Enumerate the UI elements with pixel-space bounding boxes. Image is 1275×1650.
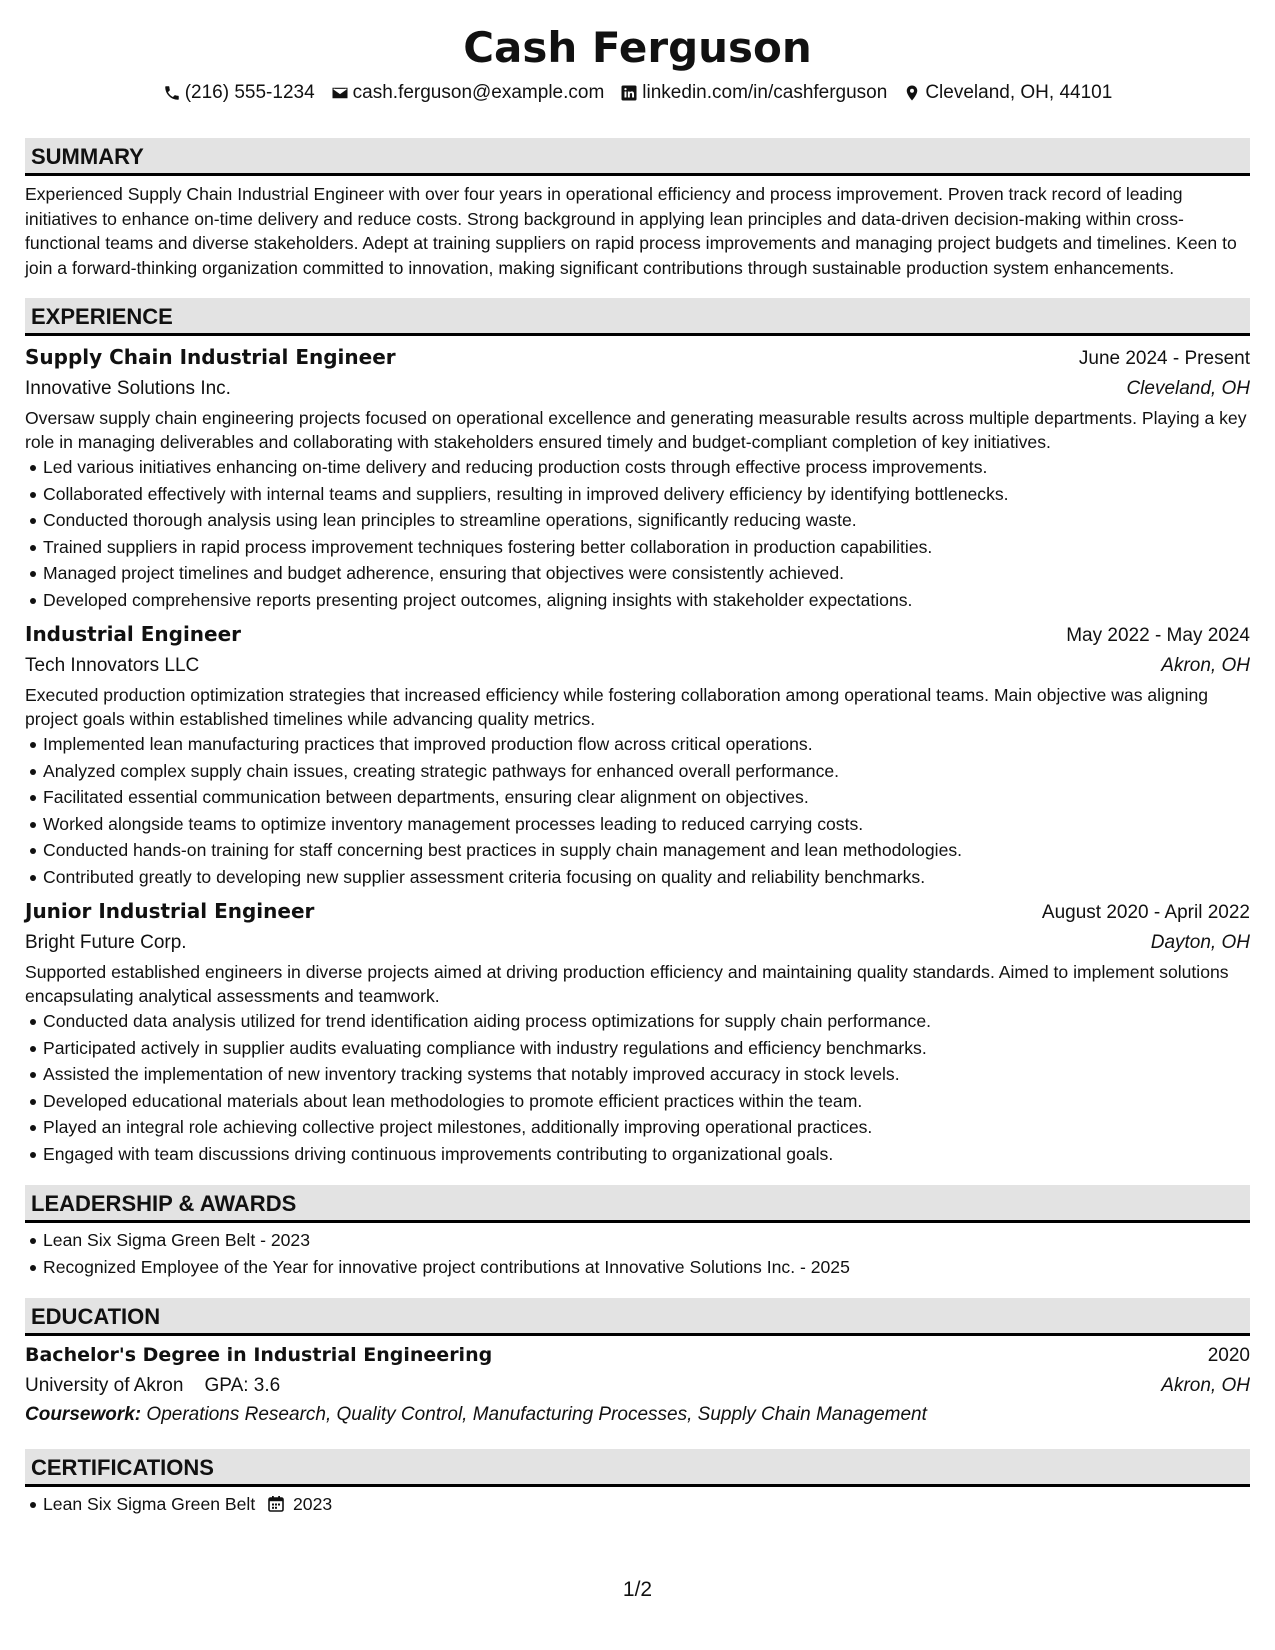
list-item: Conducted thorough analysis using lean principles to streamline operations, significantly reducing waste. bbox=[43, 507, 1250, 534]
contact-bar bbox=[25, 80, 1250, 106]
list-item: Played an integral role achieving collective project milestones, additionally improving operational practices. bbox=[43, 1114, 1250, 1141]
job-company: Bright Future Corp. bbox=[25, 932, 187, 953]
list-item: Participated actively in supplier audits evaluating compliance with industry regulations and efficiency benchmarks. bbox=[43, 1035, 1250, 1062]
education-entry bbox=[25, 1340, 1250, 1429]
job-dates: May 2022 - May 2024 bbox=[1066, 625, 1250, 646]
phone-text: (216) 555-1234 bbox=[184, 82, 315, 103]
list-item: Trained suppliers in rapid process improvement techniques fostering better collaboration in production capabilities. bbox=[43, 534, 1250, 561]
job-entry bbox=[25, 896, 1250, 1167]
list-item: Conducted data analysis utilized for trend identification aiding process optimizations for supply chain performance. bbox=[43, 1008, 1250, 1035]
job-title: Industrial Engineer bbox=[25, 622, 242, 646]
school-info bbox=[25, 1371, 280, 1401]
list-item bbox=[43, 1491, 1250, 1520]
list-item: Worked alongside teams to optimize inventory management processes leading to reduced carrying costs. bbox=[43, 811, 1250, 838]
job-entry bbox=[25, 619, 1250, 890]
school-location: Akron, OH bbox=[1161, 1375, 1250, 1396]
contact-phone bbox=[163, 80, 315, 106]
job-location: Cleveland, OH bbox=[1126, 378, 1250, 399]
list-item: Recognized Employee of the Year for innovative project contributions at Innovative Solutions Inc. - 2025 bbox=[43, 1254, 1250, 1281]
candidate-name: Cash Ferguson bbox=[463, 23, 812, 72]
list-item: Contributed greatly to developing new supplier assessment criteria focusing on quality and reliability benchmarks. bbox=[43, 864, 1250, 891]
location-pin-icon bbox=[903, 84, 921, 102]
list-item: Led various initiatives enhancing on-time delivery and reducing production costs through effective process improvements. bbox=[43, 454, 1250, 481]
certification-name: Lean Six Sigma Green Belt bbox=[43, 1494, 256, 1514]
job-description: Oversaw supply chain engineering projects focused on operational excellence and generating measurable results across multiple departments. Playing a key role in managing deliverables and collaborating with stakeholders ensured timely and budget-compliant completion of key initiatives. bbox=[25, 408, 1247, 452]
section-heading-education: EDUCATION bbox=[25, 1298, 1250, 1336]
list-item: Developed comprehensive reports presenting project outcomes, aligning insights with stakeholder expectations. bbox=[43, 587, 1250, 614]
job-company: Tech Innovators LLC bbox=[25, 655, 200, 676]
job-dates: June 2024 - Present bbox=[1078, 348, 1250, 369]
coursework-list: Operations Research, Quality Control, Manufacturing Processes, Supply Chain Management bbox=[146, 1404, 927, 1425]
email-text[interactable]: cash.ferguson@example.com bbox=[352, 82, 605, 103]
certifications-list bbox=[25, 1491, 1250, 1520]
job-description: Supported established engineers in diverse projects aimed at driving production efficiency and maintaining quality standards. Aimed to implement solutions encapsulating analytical assessments and teamwork. bbox=[25, 962, 1229, 1006]
job-location: Dayton, OH bbox=[1150, 932, 1250, 953]
section-heading-summary: SUMMARY bbox=[25, 138, 1250, 176]
email-icon bbox=[331, 84, 349, 102]
degree-title: Bachelor's Degree in Industrial Engineering bbox=[25, 1344, 493, 1366]
job-entry bbox=[25, 342, 1250, 613]
resume-page bbox=[25, 18, 1250, 1601]
graduation-year: 2020 bbox=[1207, 1345, 1250, 1366]
phone-icon bbox=[163, 84, 181, 102]
job-company: Innovative Solutions Inc. bbox=[25, 378, 231, 399]
location-text: Cleveland, OH, 44101 bbox=[925, 82, 1113, 103]
summary-text: Experienced Supply Chain Industrial Engineer with over four years in operational efficiency and process improvement. Proven track record of leading initiatives to enhance on-time delivery and reduce costs. Strong background in applying lean principles and data-driven decision-making within cross-functional teams and diverse stakeholders. Adept at training suppliers on rapid process improvements and managing project budgets and timelines. Keen to join a forward-thinking organization committed to innovation, making significant contributions through sustainable production system enhancements. bbox=[25, 184, 1237, 278]
school-name: University of Akron bbox=[25, 1375, 184, 1396]
contact-location bbox=[903, 80, 1112, 106]
job-bullets bbox=[25, 1008, 1250, 1167]
job-location: Akron, OH bbox=[1161, 655, 1250, 676]
coursework bbox=[25, 1401, 1250, 1429]
job-dates: August 2020 - April 2022 bbox=[1041, 902, 1250, 923]
linkedin-icon bbox=[620, 84, 638, 102]
section-heading-experience: EXPERIENCE bbox=[25, 298, 1250, 336]
section-heading-leadership: LEADERSHIP & AWARDS bbox=[25, 1185, 1250, 1223]
list-item: Developed educational materials about lean methodologies to promote efficient practices within the team. bbox=[43, 1088, 1250, 1115]
job-bullets bbox=[25, 731, 1250, 890]
calendar-icon bbox=[268, 1493, 284, 1520]
job-title: Junior Industrial Engineer bbox=[25, 899, 315, 923]
job-description: Executed production optimization strategies that increased efficiency while fostering collaboration among operational teams. Main objective was aligning project goals within established timelines while advancing quality metrics. bbox=[25, 685, 1209, 729]
list-item: Lean Six Sigma Green Belt - 2023 bbox=[43, 1227, 1250, 1254]
contact-email bbox=[331, 80, 605, 106]
job-bullets bbox=[25, 454, 1250, 613]
list-item: Assisted the implementation of new inventory tracking systems that notably improved accuracy in stock levels. bbox=[43, 1061, 1250, 1088]
list-item: Engaged with team discussions driving continuous improvements contributing to organizational goals. bbox=[43, 1141, 1250, 1168]
page-number: 1/2 bbox=[622, 1578, 653, 1601]
list-item: Analyzed complex supply chain issues, creating strategic pathways for enhanced overall performance. bbox=[43, 758, 1250, 785]
certification-year: 2023 bbox=[293, 1494, 333, 1514]
leadership-list bbox=[25, 1227, 1250, 1280]
section-heading-certifications: CERTIFICATIONS bbox=[25, 1449, 1250, 1487]
gpa: GPA: 3.6 bbox=[204, 1375, 281, 1396]
list-item: Conducted hands-on training for staff concerning best practices in supply chain management and lean methodologies. bbox=[43, 837, 1250, 864]
contact-linkedin bbox=[620, 80, 887, 106]
linkedin-text[interactable]: linkedin.com/in/cashferguson bbox=[642, 82, 888, 103]
list-item: Facilitated essential communication between departments, ensuring clear alignment on objectives. bbox=[43, 784, 1250, 811]
list-item: Implemented lean manufacturing practices that improved production flow across critical operations. bbox=[43, 731, 1250, 758]
job-title: Supply Chain Industrial Engineer bbox=[25, 345, 396, 369]
coursework-label: Coursework: bbox=[25, 1404, 142, 1425]
list-item: Collaborated effectively with internal teams and suppliers, resulting in improved delivery efficiency by identifying bottlenecks. bbox=[43, 481, 1250, 508]
list-item: Managed project timelines and budget adherence, ensuring that objectives were consistently achieved. bbox=[43, 560, 1250, 587]
